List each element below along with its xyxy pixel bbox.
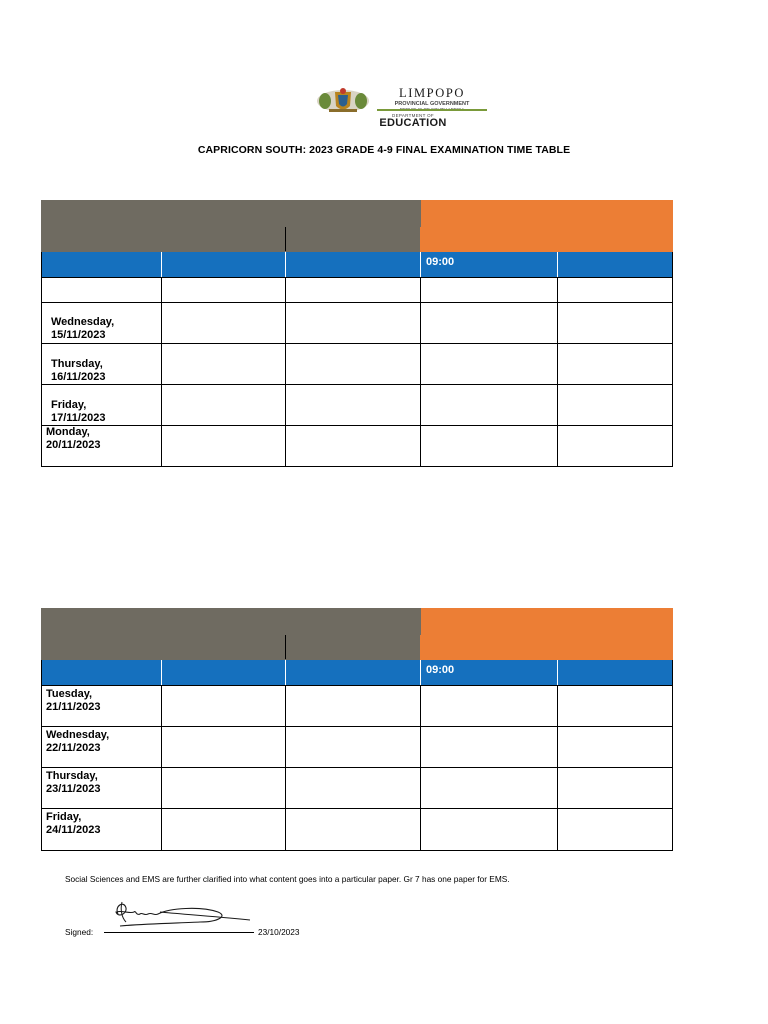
exam-cell — [421, 303, 558, 344]
exam-cell — [286, 385, 421, 426]
exam-cell — [421, 768, 558, 809]
header-row-top — [42, 201, 673, 227]
time-cell — [421, 252, 558, 278]
exam-cell — [162, 809, 286, 851]
date-label: Tuesday, 21/11/2023 — [46, 688, 101, 713]
signed-date: 23/10/2023 — [258, 927, 300, 937]
table-row — [42, 278, 673, 303]
time-cell — [558, 660, 673, 686]
header-cell-paper-a — [162, 635, 286, 660]
date-cell — [42, 385, 162, 426]
exam-cell — [286, 344, 421, 385]
exam-cell — [286, 768, 421, 809]
time-row — [42, 252, 673, 278]
exam-cell — [286, 278, 421, 303]
timetable-week-1 — [41, 200, 673, 467]
signed-label: Signed: — [65, 927, 94, 937]
time-cell — [558, 252, 673, 278]
coat-of-arms-icon — [315, 86, 371, 114]
limpopo-education-logo — [313, 86, 493, 130]
time-row — [42, 660, 673, 686]
date-label: Thursday, 23/11/2023 — [46, 770, 101, 795]
header-cell-paper-b — [286, 227, 421, 252]
header-row-top — [42, 609, 673, 635]
header-cell-session — [421, 609, 673, 660]
exam-cell — [421, 344, 558, 385]
date-cell — [42, 303, 162, 344]
table-row — [42, 686, 673, 727]
exam-cell — [162, 385, 286, 426]
signature-image — [100, 892, 260, 932]
exam-cell — [421, 278, 558, 303]
date-label: Wednesday, 15/11/2023 — [51, 316, 115, 341]
time-cell — [42, 252, 162, 278]
exam-cell — [558, 344, 673, 385]
timetable-week-2 — [41, 608, 673, 851]
table-row — [42, 303, 673, 344]
header-cell-grade-group — [162, 201, 421, 227]
exam-cell — [162, 727, 286, 768]
exam-cell — [421, 426, 558, 467]
date-label: Friday, 17/11/2023 — [51, 399, 106, 424]
exam-cell — [421, 385, 558, 426]
header-cell-paper-b — [286, 635, 421, 660]
document-title: CAPRICORN SOUTH: 2023 GRADE 4-9 FINAL EXAMINATION TIME TABLE — [197, 144, 571, 156]
exam-cell — [421, 686, 558, 727]
signature-line — [104, 932, 254, 933]
session-time: 09:00 — [426, 256, 455, 268]
time-cell — [286, 660, 421, 686]
exam-cell — [286, 727, 421, 768]
table-row — [42, 768, 673, 809]
logo-subtitle — [375, 101, 489, 113]
exam-cell — [558, 278, 673, 303]
exam-cell — [558, 303, 673, 344]
exam-cell — [162, 686, 286, 727]
header-cell-grade-group — [162, 609, 421, 635]
header-cell-paper-a — [162, 227, 286, 252]
exam-cell — [162, 303, 286, 344]
date-label: Friday, 24/11/2023 — [46, 811, 101, 836]
exam-cell — [421, 727, 558, 768]
time-cell — [421, 660, 558, 686]
table-row — [42, 385, 673, 426]
exam-cell — [558, 727, 673, 768]
table-row — [42, 344, 673, 385]
date-cell — [42, 809, 162, 851]
session-time: 09:00 — [426, 664, 455, 676]
time-cell — [42, 660, 162, 686]
header-cell-date — [42, 609, 162, 660]
exam-cell — [558, 686, 673, 727]
exam-cell — [286, 809, 421, 851]
time-cell — [286, 252, 421, 278]
table-row — [42, 809, 673, 851]
date-cell — [42, 426, 162, 467]
date-cell — [42, 278, 162, 303]
time-cell — [162, 660, 286, 686]
time-cell — [162, 252, 286, 278]
exam-cell — [558, 809, 673, 851]
header-cell-session — [421, 201, 673, 252]
footnote: Social Sciences and EMS are further clarified into what content goes into a particular paper. Gr 7 has one paper for EMS. — [65, 874, 510, 884]
exam-cell — [286, 426, 421, 467]
date-label: Thursday, 16/11/2023 — [51, 358, 106, 383]
exam-cell — [421, 809, 558, 851]
exam-cell — [558, 426, 673, 467]
date-label: Monday, 20/11/2023 — [46, 426, 101, 451]
date-cell — [42, 686, 162, 727]
table-row — [42, 727, 673, 768]
logo-divider — [377, 109, 487, 111]
logo-department-name: EDUCATION — [379, 117, 447, 129]
date-cell — [42, 344, 162, 385]
exam-cell — [558, 768, 673, 809]
date-label: Wednesday, 22/11/2023 — [46, 729, 110, 754]
date-cell — [42, 727, 162, 768]
header-cell-date — [42, 201, 162, 252]
exam-cell — [162, 768, 286, 809]
exam-cell — [286, 303, 421, 344]
exam-cell — [558, 385, 673, 426]
exam-cell — [162, 426, 286, 467]
logo-department-label: DEPARTMENT OF — [392, 113, 434, 118]
exam-cell — [162, 278, 286, 303]
logo-province-name: LIMPOPO — [398, 86, 466, 100]
exam-cell — [162, 344, 286, 385]
table-row — [42, 426, 673, 467]
logo-subtitle-line-1: PROVINCIAL GOVERNMENT — [394, 101, 470, 107]
date-cell — [42, 768, 162, 809]
exam-cell — [286, 686, 421, 727]
